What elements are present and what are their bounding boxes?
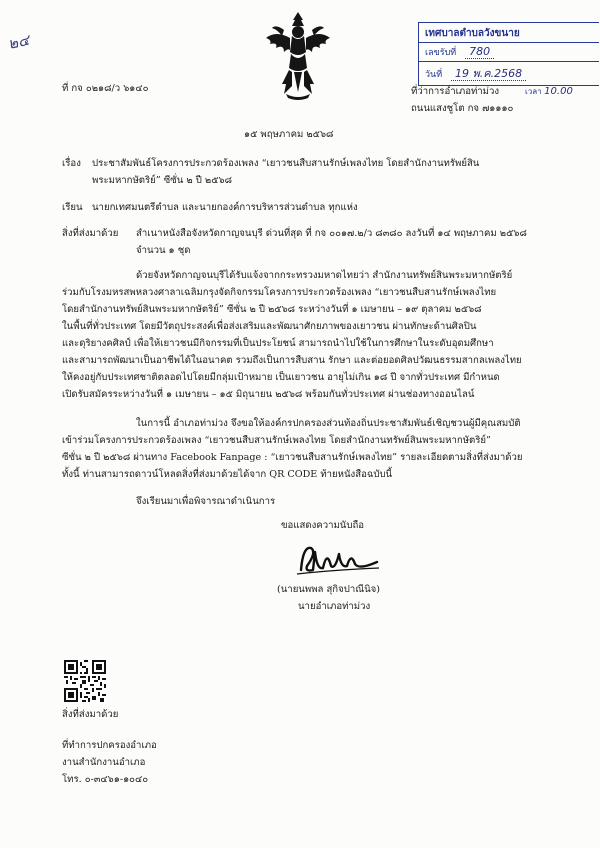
sender-office: ที่ว่าการอำเภอท่าม่วง [411, 86, 500, 97]
stamp-date-label: วันที่ [425, 70, 443, 80]
signature [293, 540, 383, 580]
sender-address-line1 [411, 84, 499, 100]
body-para2-line-3: ซีซั่น ๒ ปี ๒๕๖๘ ผ่านทาง Facebook Fanpage : “เยาวชนสืบสานรักษ์เพลงไทย” รายละเอียดตามสิ่งที่ส่งมาด้วย [62, 452, 523, 463]
sender-address-line2: ถนนแสงชูโต กจ ๗๑๑๑๐ [411, 103, 514, 114]
body-para2-line-1: ในการนี้ อำเภอท่าม่วง จึงขอให้องค์กรปกครองส่วนท้องถิ่นประชาสัมพันธ์เชิญชวนผู้มีคุณสมบัติ [136, 418, 521, 429]
enclosure-line-1: สำเนาหนังสือจังหวัดกาญจนบุรี ด่วนที่สุด ที่ กจ ๐๐๑๗.๒/ว ๘๓๘๐ ลงวันที่ ๑๔ พฤษภาคม ๒๕๖๘ [136, 228, 527, 239]
body-para1-line-1: ด้วยจังหวัดกาญจนบุรีได้รับแจ้งจากกระทรวงมหาดไทยว่า สำนักงานทรัพย์สินพระมหากษัตริย์ [136, 270, 513, 281]
stamp-receipt-label: เลขรับที่ [425, 48, 457, 58]
stamp-time-row [525, 85, 573, 98]
stamp-office: เทศบาลตำบลวังขนาย [425, 28, 520, 39]
body-para1-line-6: และสามารถพัฒนาเป็นอาชีพได้ในอนาคต รวมถึงเป็นการสืบสาน รักษา และต่อยอดศิลปวัฒนธรรมสากลเพลงไทย [62, 355, 522, 366]
body-para2-line-4: ทั้งนี้ ท่านสามารถดาวน์โหลดสิ่งที่ส่งมาด้วยได้จาก QR CODE ท้ายหนังสือฉบับนี้ [62, 469, 393, 480]
subject-line-1: ประชาสัมพันธ์โครงการประกวดร้องเพลง “เยาวชนสืบสานรักษ์เพลงไทย โดยสำนักงานทรัพย์สิน [92, 158, 480, 169]
stamp-date-value: 19 พ.ค.2568 [451, 67, 526, 81]
stamp-receipt-row [425, 45, 494, 59]
margin-note: ๒๔ [6, 30, 31, 54]
body-para1-line-7: ให้คงอยู่กับประเทศชาติตลอดไปโดยมีกลุ่มเป้าหมาย เป็นเยาวชน อายุไม่เกิน ๑๘ ปี จากทั่วประเทศ มีกำหนด [62, 372, 500, 383]
subject-label: เรื่อง [62, 158, 81, 169]
signer-name: (นายนพพล สุกิจปาณีนิจ) [277, 584, 381, 595]
to-label: เรียน [62, 202, 83, 213]
stamp-receipt-number: 780 [465, 45, 494, 59]
stamp-date-row [425, 64, 526, 82]
receive-stamp [418, 22, 599, 86]
enclosure-line-2: จำนวน ๑ ชุด [136, 245, 191, 256]
subject-line-2: พระมหากษัตริย์” ซีซั่น ๒ ปี ๒๕๖๘ [92, 175, 232, 186]
document-number: ที่ กจ ๐๒๑๘/ว ๖๑๔๐ [62, 83, 149, 94]
to-recipients: นายกเทศมนตรีตำบล และนายกองค์การบริหารส่วนตำบล ทุกแห่ง [92, 202, 358, 213]
footer-office-1: ที่ทำการปกครองอำเภอ [62, 740, 157, 751]
garuda-emblem-icon [262, 8, 334, 102]
stamp-time-value: 10.00 [544, 86, 573, 97]
signer-title: นายอำเภอท่าม่วง [298, 601, 371, 612]
body-para1-line-4: ในพื้นที่ทั่วประเทศ โดยมีวัตถุประสงค์เพื่อส่งเสริมและพัฒนาศักยภาพของเยาวชน ผ่านทักษะด้านศิลปิน [62, 321, 477, 332]
body-para1-line-2: ร่วมกับโรงมหรสพหลวงศาลาเฉลิมกรุงจัดกิจกรรมโครงการประกวดร้องเพลง “เยาวชนสืบสานรักษ์เพลงไทย [62, 287, 497, 298]
footer-phone: โทร. ๐-๓๔๖๑-๑๐๔๐ [62, 774, 149, 785]
enclosure-label: สิ่งที่ส่งมาด้วย [62, 228, 119, 239]
qr-code-icon[interactable] [64, 660, 106, 702]
footer-office-2: งานสำนักงานอำเภอ [62, 757, 146, 768]
body-para2-line-2: เข้าร่วมโครงการประกวดร้องเพลง “เยาวชนสืบสานรักษ์เพลงไทย โดยสำนักงานทรัพย์สินพระมหากษัตริย์” [62, 435, 491, 446]
document-date: ๑๕ พฤษภาคม ๒๕๖๘ [244, 129, 334, 140]
stamp-time-label: เวลา [525, 87, 542, 96]
regards: ขอแสดงความนับถือ [281, 520, 365, 531]
closing-line: จึงเรียนมาเพื่อพิจารณาดำเนินการ [136, 496, 276, 507]
body-para1-line-5: และดุริยางคศิลป์ เพื่อให้เยาวชนมีกิจกรรมที่เป็นประโยชน์ สามารถนำไปใช้ในการศึกษาในระดับอุดมศึกษา [62, 338, 494, 349]
body-para1-line-8: เปิดรับสมัครระหว่างวันที่ ๑ เมษายน – ๑๕ มิถุนายน ๒๕๖๘ พร้อมกันทั่วประเทศ ผ่านช่องทางออนไลน์ [62, 389, 475, 400]
body-para1-line-3: โดยสำนักงานทรัพย์สินพระมหากษัตริย์” ซีซั่น ๒ ปี ๒๕๖๘ ระหว่างวันที่ ๑ เมษายน – ๑๙ ตุลาคม ๒๕๖๘ [62, 304, 482, 315]
footer-enclosure-label: สิ่งที่ส่งมาด้วย [62, 709, 119, 720]
